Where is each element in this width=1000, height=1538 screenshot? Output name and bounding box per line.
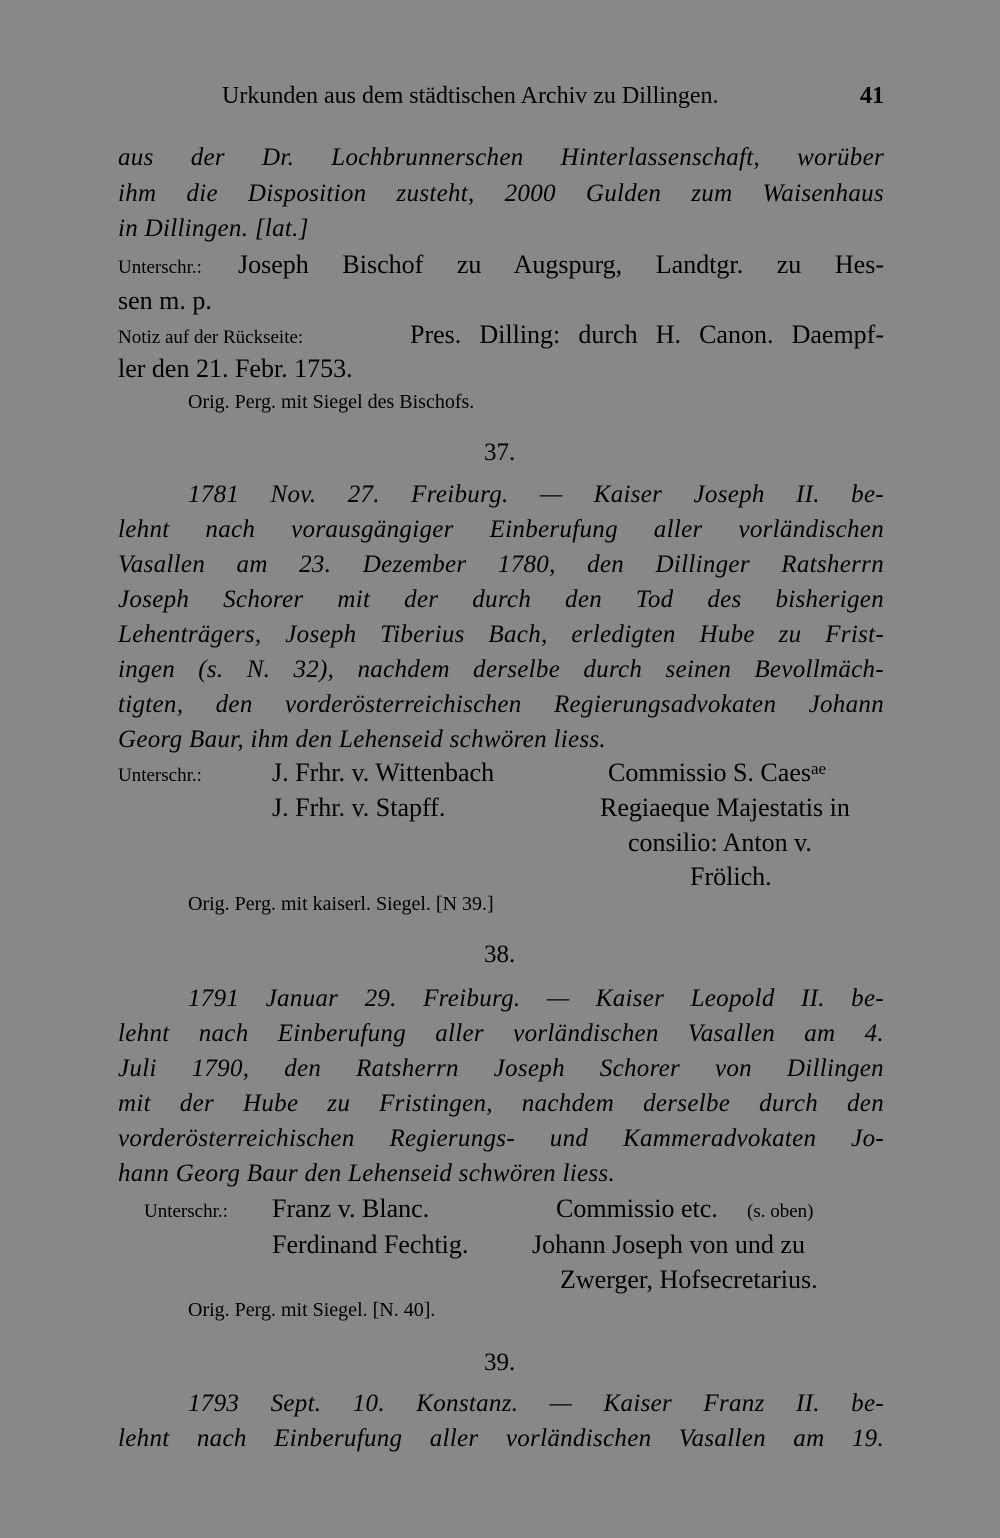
text-line: Georg Baur, ihm den Lehenseid schwören liess. (118, 726, 606, 753)
running-title: Urkunden aus dem städtischen Archiv zu Dillingen. (222, 83, 719, 109)
signatory-text: Commissio S. Caes (608, 758, 811, 787)
document-number: 38. (484, 941, 516, 968)
text-line: Lehenträgers, Joseph Tiberius Bach, erledigten Hube zu Frist- (118, 621, 884, 648)
text-line: 1793 Sept. 10. Konstanz. — Kaiser Franz II. be- (188, 1390, 884, 1417)
signature-text: Joseph Bischof zu Augspurg, Landtgr. zu Hes- (238, 250, 884, 279)
text-line: ingen (s. N. 32), nachdem derselbe durch seinen Bevollmäch- (118, 656, 884, 683)
text-line: Vasallen am 23. Dezember 1780, den Dillinger Ratsherrn (118, 551, 884, 578)
text-line: 1791 Januar 29. Freiburg. — Kaiser Leopold II. be- (188, 985, 884, 1012)
orig-note: Orig. Perg. mit Siegel. [N. 40]. (188, 1299, 436, 1321)
text-line: lehnt nach Einberufung aller vorländischen Vasallen am 19. (118, 1425, 884, 1452)
notiz-text: ler den 21. Febr. 1753. (118, 354, 353, 383)
text-line: tigten, den vorderösterreichischen Regierungsadvokaten Johann (118, 691, 884, 718)
orig-note: Orig. Perg. mit kaiserl. Siegel. [N 39.] (188, 893, 494, 915)
document-number: 39. (484, 1349, 516, 1376)
text-line: 1781 Nov. 27. Freiburg. — Kaiser Joseph II. be- (188, 481, 884, 508)
text-line: in Dillingen. [lat.] (118, 215, 309, 242)
signatory-superscript: ae (810, 759, 827, 778)
text-line: lehnt nach vorausgängiger Einberufung aller vorländischen (118, 516, 884, 543)
document-number: 37. (484, 439, 516, 466)
signatory: J. Frhr. v. Wittenbach (272, 758, 495, 787)
signatory: Ferdinand Fechtig. (272, 1230, 469, 1259)
signatory: Franz v. Blanc. (272, 1194, 430, 1223)
signatory (608, 760, 826, 786)
notiz-text: Pres. Dilling: durch H. Canon. Daempf- (410, 320, 884, 349)
orig-note: Orig. Perg. mit Siegel des Bischofs. (188, 391, 475, 413)
signature-label: Unterschr.: (118, 765, 202, 786)
page-number: 41 (860, 83, 884, 109)
text-line: Joseph Schorer mit der durch den Tod des bisherigen (118, 586, 884, 613)
text-line: mit der Hube zu Fristingen, nachdem derselbe durch den (118, 1090, 884, 1117)
text-line: vorderösterreichischen Regierungs- und Kammeradvokaten Jo- (118, 1125, 884, 1152)
signature-label: Unterschr.: (118, 257, 202, 278)
signatory: J. Frhr. v. Stapff. (272, 793, 446, 822)
notiz-label: Notiz auf der Rückseite: (118, 327, 304, 348)
signatory: Zwerger, Hofsecretarius. (560, 1265, 818, 1294)
signature-label: Unterschr.: (144, 1201, 228, 1222)
text-line: ihm die Disposition zusteht, 2000 Gulden zum Waisenhaus (118, 180, 884, 207)
text-line: aus der Dr. Lochbrunnerschen Hinterlassenschaft, worüber (118, 144, 884, 171)
signatory: Regiaeque Majestatis in (600, 793, 850, 822)
signatory: consilio: Anton v. (628, 828, 812, 857)
text-line: lehnt nach Einberufung aller vorländischen Vasallen am 4. (118, 1020, 884, 1047)
text-line: hann Georg Baur den Lehenseid schwören liess. (118, 1160, 616, 1187)
signatory: (s. oben) (747, 1201, 814, 1222)
signatory: Frölich. (690, 862, 772, 891)
signature-text: sen m. p. (118, 286, 212, 315)
text-line: Juli 1790, den Ratsherrn Joseph Schorer von Dillingen (118, 1055, 884, 1082)
signatory: Johann Joseph von und zu (532, 1230, 805, 1259)
signatory: Commissio etc. (556, 1194, 718, 1223)
